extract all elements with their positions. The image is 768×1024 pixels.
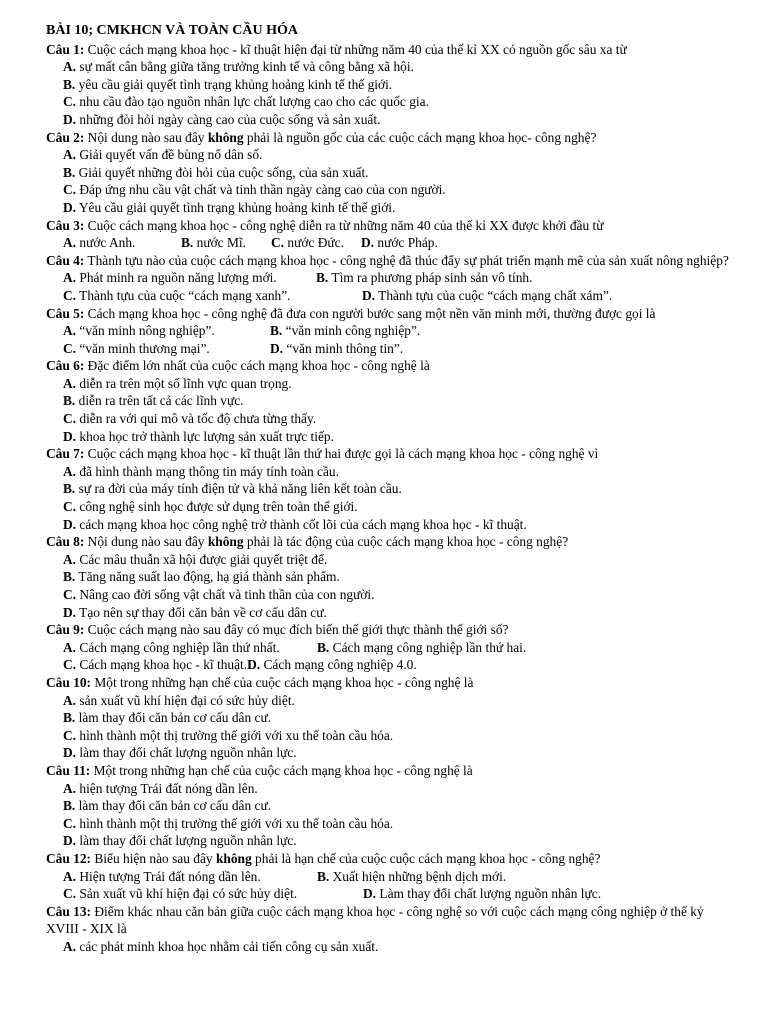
- option-letter: B.: [181, 235, 194, 251]
- option-letter: C.: [63, 182, 77, 198]
- question-label: Câu 13:: [46, 903, 92, 919]
- option-text: công nghệ sinh học được sử dụng trên toàn thế giới.: [79, 499, 358, 515]
- option-letter: D.: [361, 235, 375, 251]
- option-b: [63, 797, 738, 815]
- option-text: Thành tựu của cuộc “cách mạng chất xám”.: [378, 287, 613, 303]
- question-text: Một trong những hạn chế của cuộc cách mạng khoa học - công nghệ là: [90, 762, 473, 778]
- page-title: BÀI 10; CMKHCN VÀ TOÀN CẦU HÓA: [46, 23, 299, 38]
- option-letter: B.: [63, 481, 76, 497]
- option-letter: C.: [63, 499, 77, 515]
- options-row: [63, 287, 738, 305]
- option-letter: D.: [63, 745, 77, 761]
- question-label: Câu 2:: [46, 129, 85, 145]
- question-12: [46, 850, 738, 868]
- option-c: [63, 815, 738, 833]
- option-letter: A.: [63, 639, 77, 655]
- question-text: Thành tựu nào của cuộc cách mạng khoa học - công nghệ đã thúc đẩy sự phát triển mạnh mẽ của sản xuất nông nghiệp?: [84, 252, 729, 268]
- option-text: nước Mĩ.: [196, 235, 246, 251]
- option-letter: C.: [271, 235, 285, 251]
- option-d: [63, 428, 738, 446]
- option-text: làm thay đổi chất lượng nguồn nhân lực.: [79, 833, 297, 849]
- option-d: [270, 340, 403, 358]
- option-text: Thành tựu của cuộc “cách mạng xanh”.: [79, 287, 291, 303]
- question-text: Nội dung nào sau đây: [84, 534, 208, 550]
- option-text: Xuất hiện những bệnh dịch mới.: [332, 868, 507, 884]
- option-letter: C.: [63, 815, 77, 831]
- option-b: [63, 480, 738, 498]
- option-letter: B.: [63, 798, 76, 814]
- option-letter: D.: [247, 657, 261, 673]
- option-letter: D.: [63, 428, 77, 444]
- option-text: yêu cầu giải quyết tình trạng khủng hoảng kinh tế thế giới.: [78, 76, 393, 92]
- question-3: [46, 217, 738, 235]
- option-text: sự mất cân bằng giữa tăng trưởng kinh tế và công bằng xã hội.: [79, 59, 414, 75]
- option-a: [63, 780, 738, 798]
- option-a: [63, 234, 181, 252]
- options-row: [63, 234, 738, 252]
- option-c: [63, 287, 362, 305]
- option-c: [63, 727, 738, 745]
- option-text: Sản xuất vũ khí hiện đại có sức hủy diệt.: [79, 886, 298, 902]
- question-emphasis: không: [215, 850, 252, 866]
- options-row: [63, 340, 738, 358]
- question-text: Một trong những hạn chế của cuộc cách mạng khoa học - công nghệ là: [91, 674, 474, 690]
- option-text: “văn minh nông nghiệp”.: [79, 323, 215, 339]
- question-label: Câu 8:: [46, 534, 85, 550]
- option-text: đã hình thành mạng thông tin máy tính toàn cầu.: [79, 463, 339, 479]
- question-text: phải là nguồn gốc của các cuộc cách mạng khoa học- công nghệ?: [243, 129, 597, 145]
- option-text: Tạo nên sự thay đổi căn bản về cơ cấu dân cư.: [79, 604, 327, 620]
- option-text: diễn ra với qui mô và tốc độ chưa từng thấy.: [79, 411, 317, 427]
- question-text: Cuộc cách mạng nào sau đây có mục đích biến thế giới thực thành thế giới số?: [84, 622, 509, 638]
- option-text: nước Anh.: [79, 235, 136, 251]
- option-text: nước Đức.: [287, 235, 344, 251]
- option-letter: A.: [63, 780, 77, 796]
- option-b: [270, 322, 420, 340]
- option-d: [362, 287, 612, 305]
- option-letter: A.: [63, 270, 77, 286]
- question-13: [46, 903, 738, 938]
- option-a: [63, 463, 738, 481]
- option-text: diễn ra trên tất cả các lĩnh vực.: [78, 393, 244, 409]
- option-d: [63, 744, 738, 762]
- option-letter: A.: [63, 692, 77, 708]
- option-d: [63, 516, 738, 534]
- option-letter: D.: [63, 833, 77, 849]
- question-10: [46, 674, 738, 692]
- option-letter: C.: [63, 411, 77, 427]
- option-text: nước Pháp.: [377, 235, 438, 251]
- option-text: Tìm ra phương pháp sinh sản vô tính.: [331, 270, 533, 286]
- option-letter: C.: [63, 657, 77, 673]
- question-text: Cách mạng khoa học - công nghệ đã đưa con người bước sang một nền văn minh mới, thường được gọi là: [84, 305, 656, 321]
- option-letter: A.: [63, 323, 77, 339]
- option-c: [63, 181, 738, 199]
- option-letter: A.: [63, 463, 77, 479]
- option-text: Cách mạng công nghiệp 4.0.: [263, 657, 417, 673]
- option-text: cách mạng khoa học công nghệ trở thành cốt lõi của cách mạng khoa học - kĩ thuật.: [79, 516, 527, 532]
- option-letter: C.: [63, 340, 77, 356]
- option-text: Phát minh ra nguồn năng lượng mới.: [79, 270, 277, 286]
- option-letter: B.: [63, 393, 76, 409]
- option-text: Tăng năng suất lao động, hạ giá thành sản phẩm.: [78, 569, 340, 585]
- question-text: phải là hạn chế của cuộc cuộc cách mạng khoa học - công nghệ?: [251, 850, 601, 866]
- option-text: “văn minh công nghiệp”.: [285, 323, 421, 339]
- option-a: [63, 868, 317, 886]
- option-text: Giải quyết vấn đề bùng nổ dân số.: [79, 147, 263, 163]
- option-b: [63, 76, 738, 94]
- option-c: [63, 410, 738, 428]
- option-letter: B.: [316, 270, 329, 286]
- question-7: [46, 445, 738, 463]
- option-c: [63, 885, 363, 903]
- option-a: [63, 551, 738, 569]
- question-label: Câu 10:: [46, 674, 92, 690]
- question-label: Câu 7:: [46, 446, 85, 462]
- option-text: Cách mạng khoa học - kĩ thuật.: [79, 657, 248, 673]
- option-text: làm thay đổi chất lượng nguồn nhân lực.: [79, 745, 297, 761]
- question-9: [46, 621, 738, 639]
- option-b: [63, 568, 738, 586]
- option-letter: A.: [63, 59, 77, 75]
- option-letter: B.: [63, 710, 76, 726]
- option-a: [63, 269, 316, 287]
- question-label: Câu 11:: [46, 762, 91, 778]
- question-text: phải là tác động của cuộc cách mạng khoa học - công nghệ?: [243, 534, 569, 550]
- option-letter: C.: [63, 94, 77, 110]
- option-letter: B.: [270, 323, 283, 339]
- option-text: Đáp ứng nhu cầu vật chất và tinh thần ngày càng cao của con người.: [79, 182, 446, 198]
- option-c: [63, 93, 738, 111]
- option-letter: D.: [270, 340, 284, 356]
- question-text: Cuộc cách mạng khoa học - công nghệ diễn ra từ những năm 40 của thế kỉ XX được khởi đầu từ: [84, 217, 604, 233]
- option-letter: C.: [63, 587, 77, 602]
- options-row: [63, 868, 738, 886]
- question-text: Biểu hiện nào sau đây: [91, 850, 216, 866]
- option-letter: D.: [63, 111, 77, 127]
- option-a: [63, 146, 738, 164]
- option-text: Hiện tượng Trái đất nóng dần lên.: [79, 868, 261, 884]
- option-text: các phát minh khoa học nhằm cải tiến công cụ sản xuất.: [79, 938, 379, 954]
- option-b: [317, 639, 526, 657]
- option-text: Cách mạng công nghiệp lần thứ hai.: [332, 639, 527, 655]
- question-label: Câu 5:: [46, 305, 85, 321]
- question-label: Câu 6:: [46, 358, 85, 374]
- question-text: Cuộc cách mạng khoa học - kĩ thuật hiện đại từ những năm 40 của thế kỉ XX có nguồn gốc sâu xa từ: [84, 41, 627, 57]
- option-text: Giải quyết những đòi hỏi của cuộc sống, của sản xuất.: [78, 164, 369, 180]
- option-letter: D.: [63, 604, 77, 620]
- option-letter: D.: [63, 199, 77, 215]
- option-text: hình thành một thị trường thế giới với xu thế toàn cầu hóa.: [79, 727, 394, 743]
- option-b: [63, 392, 738, 410]
- option-text: “văn minh thương mại”.: [79, 340, 210, 356]
- question-8: [46, 533, 738, 551]
- option-a: [63, 639, 317, 657]
- option-d: [247, 656, 417, 674]
- option-text: nhu cầu đào tạo nguồn nhân lực chất lượng cao cho các quốc gia.: [79, 94, 429, 110]
- option-letter: B.: [63, 164, 76, 180]
- option-text: Yêu cầu giải quyết tình trạng khủng hoảng kinh tế thế giới.: [78, 199, 396, 215]
- option-text: “văn minh thông tin”.: [286, 340, 404, 356]
- option-letter: D.: [363, 886, 377, 902]
- option-a: [63, 58, 738, 76]
- option-d: [63, 111, 738, 129]
- options-row: [63, 322, 738, 340]
- option-letter: B.: [63, 76, 76, 92]
- option-b: [181, 234, 271, 252]
- question-label: Câu 12:: [46, 850, 92, 866]
- option-text: diễn ra trên một số lĩnh vực quan trọng.: [79, 375, 292, 391]
- option-c: [271, 234, 361, 252]
- option-letter: A.: [63, 938, 77, 954]
- option-text: hình thành một thị trường thế giới với xu thế toàn cầu hóa.: [79, 815, 394, 831]
- option-text: làm thay đổi căn bản cơ cấu dân cư.: [78, 798, 272, 814]
- options-row: [63, 656, 738, 674]
- option-d: [361, 234, 438, 252]
- question-2: [46, 129, 738, 147]
- option-letter: A.: [63, 235, 77, 251]
- option-letter: A.: [63, 147, 77, 163]
- option-d: [63, 604, 738, 622]
- option-text: hiện tượng Trái đất nóng dần lên.: [79, 780, 258, 796]
- question-text: Đặc điểm lớn nhất của cuộc cách mạng khoa học - công nghệ là: [84, 358, 430, 374]
- option-letter: A.: [63, 551, 77, 567]
- question-text: Cuộc cách mạng khoa học - kĩ thuật lần thứ hai được gọi là cách mạng khoa học - công nghệ vì: [84, 446, 599, 462]
- option-text: Các mâu thuẫn xã hội được giải quyết triệt để.: [79, 551, 328, 567]
- option-text: sự ra đời của máy tính điện tử và khả năng liên kết toàn cầu.: [78, 481, 402, 497]
- option-a: [63, 322, 270, 340]
- question-6: [46, 357, 738, 375]
- option-text: những đòi hỏi ngày càng cao của cuộc sống và sản xuất.: [79, 111, 381, 127]
- option-letter: B.: [63, 569, 76, 585]
- question-4: [46, 252, 738, 270]
- question-label: Câu 9:: [46, 622, 85, 638]
- option-letter: B.: [317, 639, 330, 655]
- options-row: [63, 639, 738, 657]
- option-d: [363, 885, 601, 903]
- option-b: [317, 868, 506, 886]
- option-a: [63, 692, 738, 710]
- option-text: khoa học trở thành lực lượng sản xuất trực tiếp.: [79, 428, 334, 444]
- question-1: [46, 41, 738, 59]
- question-text: Nội dung nào sau đây: [84, 129, 208, 145]
- options-row: [63, 269, 738, 287]
- option-letter: C.: [63, 287, 77, 303]
- option-a: [63, 375, 738, 393]
- option-c: [63, 656, 247, 674]
- question-emphasis: không: [207, 534, 244, 550]
- option-c: [63, 340, 270, 358]
- option-text: làm thay đổi căn bản cơ cấu dân cư.: [78, 710, 272, 726]
- options-row: [63, 885, 738, 903]
- option-b: [63, 164, 738, 182]
- question-emphasis: không: [207, 129, 244, 145]
- question-label: Câu 1:: [46, 41, 85, 57]
- option-a: [63, 938, 738, 956]
- question-label: Câu 4:: [46, 252, 85, 268]
- option-b: [316, 269, 532, 287]
- option-text: sản xuất vũ khí hiện đại có sức hủy diệt.: [79, 692, 295, 708]
- option-letter: B.: [317, 868, 330, 884]
- question-text: Điểm khác nhau căn bản giữa cuộc cách mạng khoa học - công nghệ so với cuộc cách mạng công nghiệp ở thế kỷ XVIII - XIX là: [46, 903, 704, 937]
- option-text: Làm thay đổi chất lượng nguồn nhân lực.: [379, 886, 602, 902]
- question-5: [46, 305, 738, 323]
- question-label: Câu 3:: [46, 217, 85, 233]
- option-letter: D.: [362, 287, 376, 303]
- option-letter: C.: [63, 727, 77, 743]
- option-text: Nâng cao đời sống vật chất và tinh thần của con người.: [79, 587, 375, 602]
- option-letter: A.: [63, 868, 77, 884]
- option-letter: C.: [63, 886, 77, 902]
- option-c: [63, 498, 738, 516]
- option-letter: D.: [63, 516, 77, 532]
- option-d: [63, 199, 738, 217]
- option-text: Cách mạng công nghiệp lần thứ nhất.: [79, 639, 280, 655]
- question-11: [46, 762, 738, 780]
- option-d: [63, 832, 738, 850]
- option-c: [63, 586, 738, 604]
- option-b: [63, 709, 738, 727]
- option-letter: A.: [63, 375, 77, 391]
